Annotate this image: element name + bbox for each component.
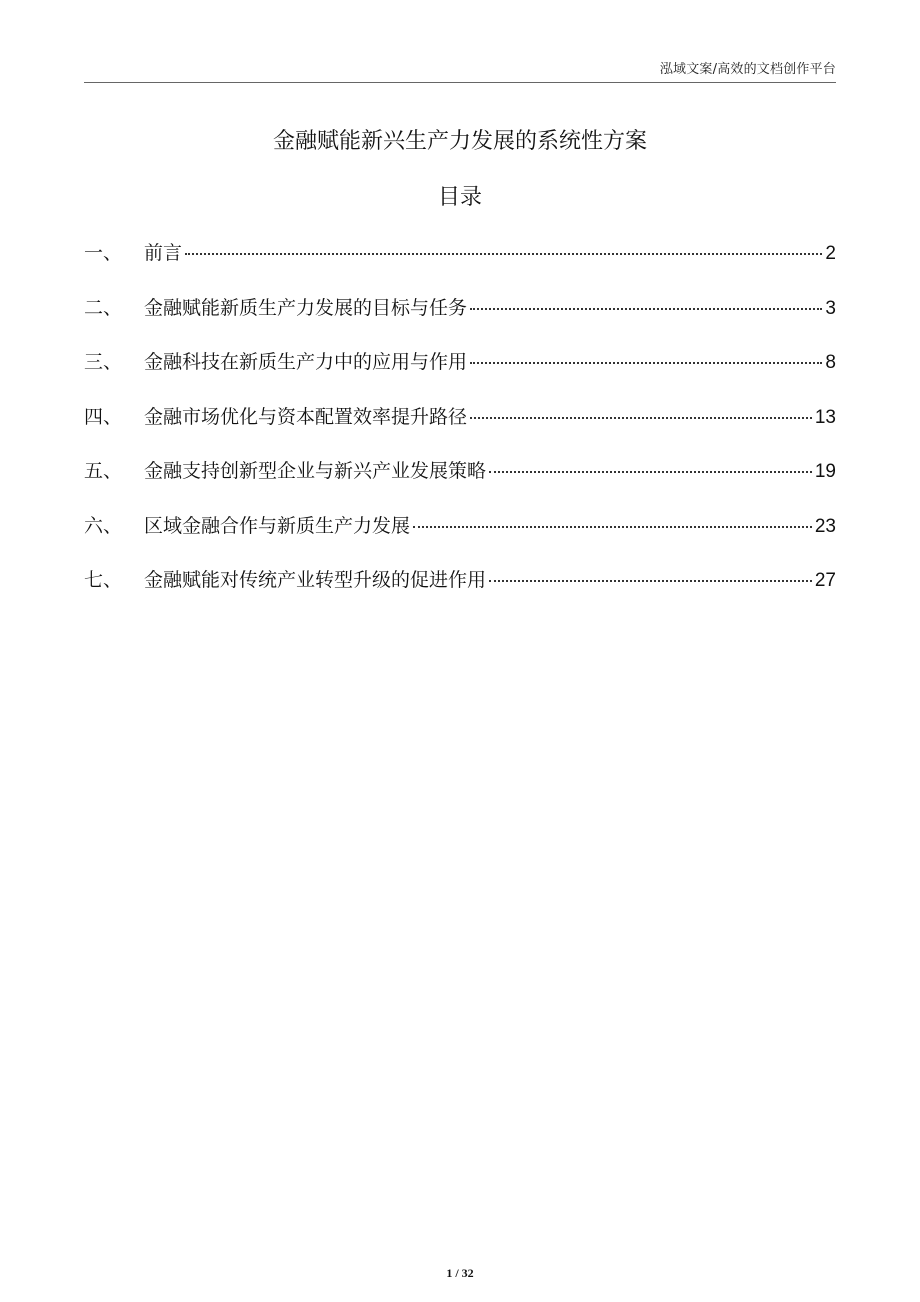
toc-entry-2[interactable] xyxy=(84,293,836,321)
toc-entry-number: 三、 xyxy=(84,351,123,373)
toc-entry-title: 金融支持创新型企业与新兴产业发展策略 xyxy=(144,460,487,482)
toc-entry-5[interactable] xyxy=(84,456,836,484)
toc-dot-leader xyxy=(489,580,812,582)
toc-entry-title: 前言 xyxy=(144,242,183,264)
toc-dot-leader xyxy=(470,362,822,364)
toc-entry-number: 二、 xyxy=(84,296,123,319)
header-brand: 泓域文案/高效的文档创作平台 xyxy=(659,62,836,77)
toc-entry-number: 六、 xyxy=(84,514,123,537)
toc-entry-7[interactable] xyxy=(84,565,836,593)
toc-dot-leader xyxy=(470,308,822,310)
toc-entry-page: 13 xyxy=(814,406,836,428)
toc-dot-leader xyxy=(470,417,812,419)
toc-entry-number: 四、 xyxy=(84,405,123,428)
toc-entry-title: 金融科技在新质生产力中的应用与作用 xyxy=(144,351,468,373)
toc-entry-title: 金融赋能对传统产业转型升级的促进作用 xyxy=(144,569,487,591)
toc-entry-page: 27 xyxy=(814,570,836,591)
toc-entry-title: 金融市场优化与资本配置效率提升路径 xyxy=(144,405,468,428)
toc-entry-page: 3 xyxy=(825,297,836,319)
toc-dot-leader xyxy=(489,471,812,473)
toc-entry-4[interactable] xyxy=(84,402,836,430)
toc-dot-leader xyxy=(185,253,822,255)
toc-entry-page: 8 xyxy=(825,352,836,373)
header-divider xyxy=(84,82,836,83)
toc-entry-page: 19 xyxy=(814,461,836,482)
toc-entry-6[interactable] xyxy=(84,511,836,539)
toc-heading: 目录 xyxy=(437,185,482,210)
document-title: 金融赋能新兴生产力发展的系统性方案 xyxy=(272,129,647,154)
toc-entry-1[interactable] xyxy=(84,238,836,266)
toc-entry-page: 23 xyxy=(814,515,836,537)
toc-entry-3[interactable] xyxy=(84,347,836,375)
table-of-contents xyxy=(84,238,836,620)
toc-dot-leader xyxy=(413,526,812,528)
toc-entry-title: 区域金融合作与新质生产力发展 xyxy=(144,514,411,537)
toc-entry-title: 金融赋能新质生产力发展的目标与任务 xyxy=(144,296,468,319)
page-number: 1 / 32 xyxy=(446,1266,474,1280)
toc-entry-number: 五、 xyxy=(84,460,123,482)
toc-entry-number: 一、 xyxy=(84,242,123,264)
toc-entry-number: 七、 xyxy=(84,569,123,591)
toc-entry-page: 2 xyxy=(825,243,836,264)
